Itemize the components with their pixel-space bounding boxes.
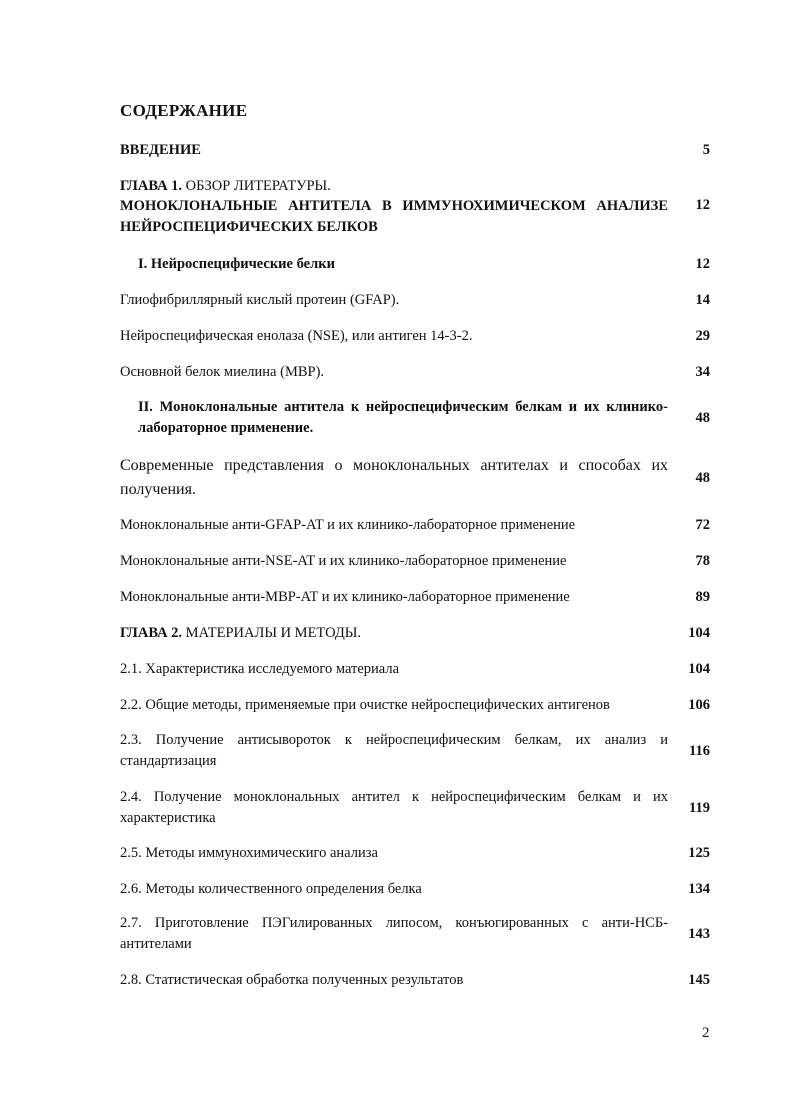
toc-entry-modern-concepts xyxy=(120,454,710,502)
toc-entry-page: 5 xyxy=(702,142,710,158)
toc-entry-title: 2.8. Статистическая обработка полученных результатов xyxy=(120,972,464,988)
toc-entry-nse xyxy=(120,326,710,347)
toc-entry-title: 2.5. Методы иммунохимическиго анализа xyxy=(120,845,378,861)
toc-entry-title: 2.6. Методы количественного определения белка xyxy=(120,881,422,897)
chapter-subtitle: ОБЗОР ЛИТЕРАТУРЫ. xyxy=(182,178,331,194)
toc-entry-page: 34 xyxy=(695,364,710,380)
toc-entry-page: 143 xyxy=(688,925,710,942)
toc-entry-2-2 xyxy=(120,695,710,716)
toc-entry-title: 2.4. Получение моноклональных антител к нейроспецифическим белкам и их характеристика xyxy=(120,789,668,826)
toc-entry-page: 145 xyxy=(688,972,710,988)
toc-entry-title: Моноклональные анти-NSE-AT и их клинико-лабораторное применение xyxy=(120,553,567,569)
toc-entry-page: 104 xyxy=(688,625,710,641)
toc-entry-title: 2.7. Приготовление ПЭГилированных липосом, конъюгированных с анти-НСБ-антителами xyxy=(120,915,668,952)
toc-entry-title: 2.1. Характеристика исследуемого материала xyxy=(120,661,400,677)
page-title: СОДЕРЖАНИЕ xyxy=(120,101,248,120)
toc-entry-2-4 xyxy=(120,787,710,829)
toc-entry-anti-gfap xyxy=(120,515,710,536)
toc-chapter-2 xyxy=(120,623,710,644)
toc-entry-page: 12 xyxy=(695,256,710,272)
toc-entry-2-8 xyxy=(120,970,710,991)
chapter-label: ГЛАВА 1. xyxy=(120,178,183,194)
toc-chapter-1-label xyxy=(120,176,710,197)
toc-entry-2-3 xyxy=(120,730,710,772)
toc-entry-title: Нейроспецифическая енолаза (NSE), или антиген 14-3-2. xyxy=(120,328,473,344)
toc-entry-title: I. Нейроспецифические белки xyxy=(138,256,335,272)
toc-entry-page: 104 xyxy=(688,661,710,677)
toc-entry-title: Моноклональные анти-MBP-AT и их клинико-лабораторное применение xyxy=(120,589,570,605)
toc-entry-mbp xyxy=(120,362,710,383)
toc-entry-title: МОНОКЛОНАЛЬНЫЕ АНТИТЕЛА В ИММУНОХИМИЧЕСКОМ АНАЛИЗЕ НЕЙРОСПЕЦИФИЧЕСКИХ БЕЛКОВ xyxy=(120,198,668,235)
toc-entry-2-1 xyxy=(120,659,710,680)
toc-entry-2-6 xyxy=(120,879,710,900)
toc-entry-title: 2.2. Общие методы, применяемые при очистке нейроспецифических антигенов xyxy=(120,697,610,713)
page-number: 2 xyxy=(702,1025,710,1041)
toc-entry-page: 14 xyxy=(695,292,710,308)
toc-entry-introduction xyxy=(120,140,710,161)
toc-entry-page: 12 xyxy=(695,197,710,213)
toc-section-1 xyxy=(120,254,710,275)
toc-entry-page: 116 xyxy=(689,742,710,759)
toc-entry-anti-mbp xyxy=(120,587,710,608)
toc-entry-title: 2.3. Получение антисывороток к нейроспецифическим белкам, их анализ и стандартизация xyxy=(120,732,668,769)
toc-entry-2-5 xyxy=(120,843,710,864)
toc-entry-page: 72 xyxy=(695,517,710,533)
toc-entry-gfap xyxy=(120,290,710,311)
toc-entry-anti-nse xyxy=(120,551,710,572)
toc-entry-title: II. Моноклональные антитела к нейроспецифическим белкам и их клинико-лабораторное применение. xyxy=(138,399,668,436)
toc-chapter-1-title xyxy=(120,196,710,238)
toc-entry-title: Основной белок миелина (MBP). xyxy=(120,364,325,380)
chapter-subtitle: МАТЕРИАЛЫ И МЕТОДЫ. xyxy=(182,625,362,641)
toc-section-2 xyxy=(120,397,710,439)
toc-entry-title: Моноклональные анти-GFAP-AT и их клинико-лабораторное применение xyxy=(120,517,576,533)
chapter-label: ГЛАВА 2. xyxy=(120,625,183,641)
toc-entry-page: 29 xyxy=(695,328,710,344)
toc-entry-page: 134 xyxy=(688,881,710,897)
toc-entry-page: 106 xyxy=(688,697,710,713)
toc-entry-title: Глиофибриллярный кислый протеин (GFAP). xyxy=(120,292,400,308)
toc-entry-title: Современные представления о моноклональных антителах и способах их получения. xyxy=(120,457,668,498)
toc-entry-page: 89 xyxy=(695,589,710,605)
toc-entry-page: 48 xyxy=(695,409,710,426)
toc-entry-page: 125 xyxy=(688,845,710,861)
toc-entry-page: 119 xyxy=(689,799,710,816)
toc-entry-page: 78 xyxy=(695,553,710,569)
toc-entry-2-7 xyxy=(120,913,710,955)
toc-entry-title: ВВЕДЕНИЕ xyxy=(120,142,201,158)
toc-entry-page: 48 xyxy=(695,469,710,486)
